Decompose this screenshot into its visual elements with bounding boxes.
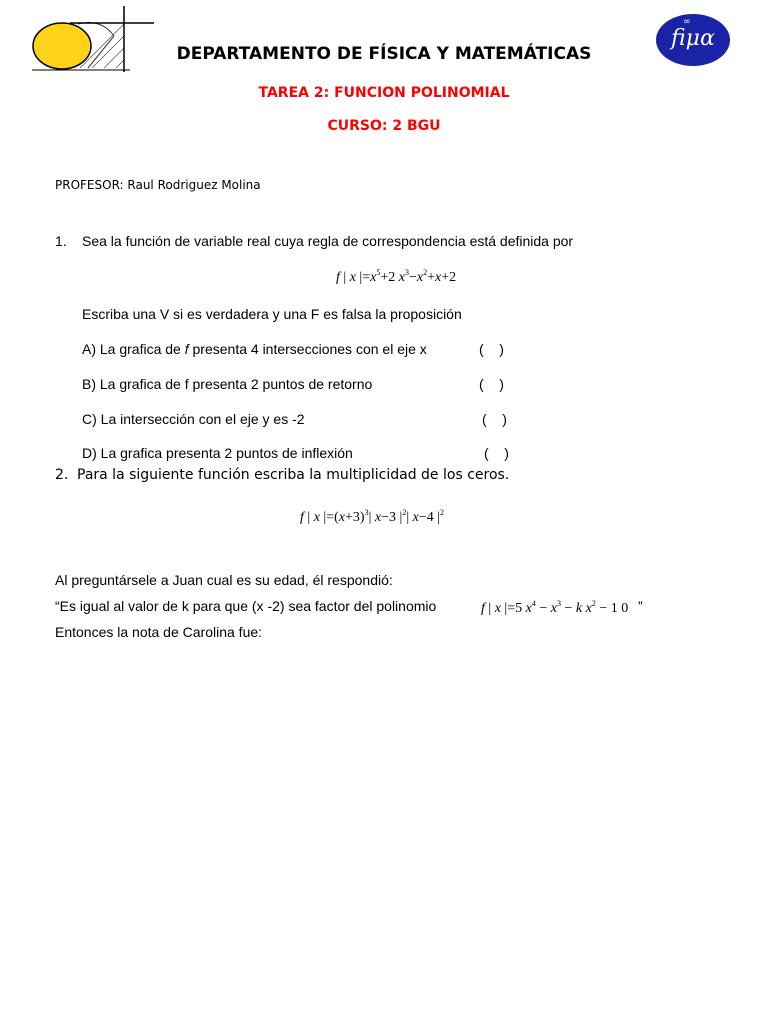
option-a-text-post: presenta 4 intersecciones con el eje x [188,341,427,357]
option-c-text: C) La intersección con el eje y es -2 [82,411,305,427]
option-b-text: B) La grafica de f presenta 2 puntos de retorno [82,376,373,392]
option-a [82,341,427,357]
department-title: DEPARTAMENTO DE FÍSICA Y MATEMÁTICAS [176,44,592,64]
question2-statement: Para la siguiente función escriba la multiplicidad de los ceros. [77,467,510,483]
problem3-line3: Entonces la nota de Carolina fue: [55,624,263,640]
question1-formula: f | x $|=x^5+2$ $x^3-x^2+x+2$ [336,268,457,285]
fima-logo-infinity: ∞ [683,17,691,27]
question1-instruction: Escriba una V si es verdadera y una F es falsa la proposición [82,306,462,322]
question1-statement: Sea la función de variable real cuya regla de correspondencia está definida por [82,233,574,249]
assignment-title: TAREA 2: FUNCION POLINOMIAL [258,85,510,101]
teacher-line: PROFESOR: Raul Rodriguez Molina [55,178,261,192]
option-a-answer-blank[interactable]: ( ) [479,341,504,357]
option-d-text: D) La grafica presenta 2 puntos de inflexión [82,445,353,461]
problem3-line2: “Es igual al valor de k para que (x -2) sea factor del polinomio [55,598,437,614]
question1-number: 1. [55,233,67,249]
option-d-answer-blank[interactable]: ( ) [484,445,509,461]
option-b-answer-blank[interactable]: ( ) [479,376,504,392]
question2-number: 2. [55,467,69,483]
option-a-text-italic: f [184,341,189,357]
option-c-answer-blank[interactable]: ( ) [482,411,507,427]
problem3-polynomial: f | x |=5 $x^4 - x^3 - k$ $x^2 - 1$ 0 [481,599,629,616]
fima-logo-text: fiμα [671,26,715,51]
option-a-text-pre: A) La grafica de [82,341,185,357]
problem3-line1: Al preguntársele a Juan cual es su edad, él respondió: [55,572,393,588]
question2-formula: f | x $|=(x+3)^3|$ x−3 $|^2|$ x−4 $|^2$ [300,508,445,525]
problem3-closing-quote: ” [638,598,643,614]
course-title: CURSO: 2 BGU [327,118,441,134]
